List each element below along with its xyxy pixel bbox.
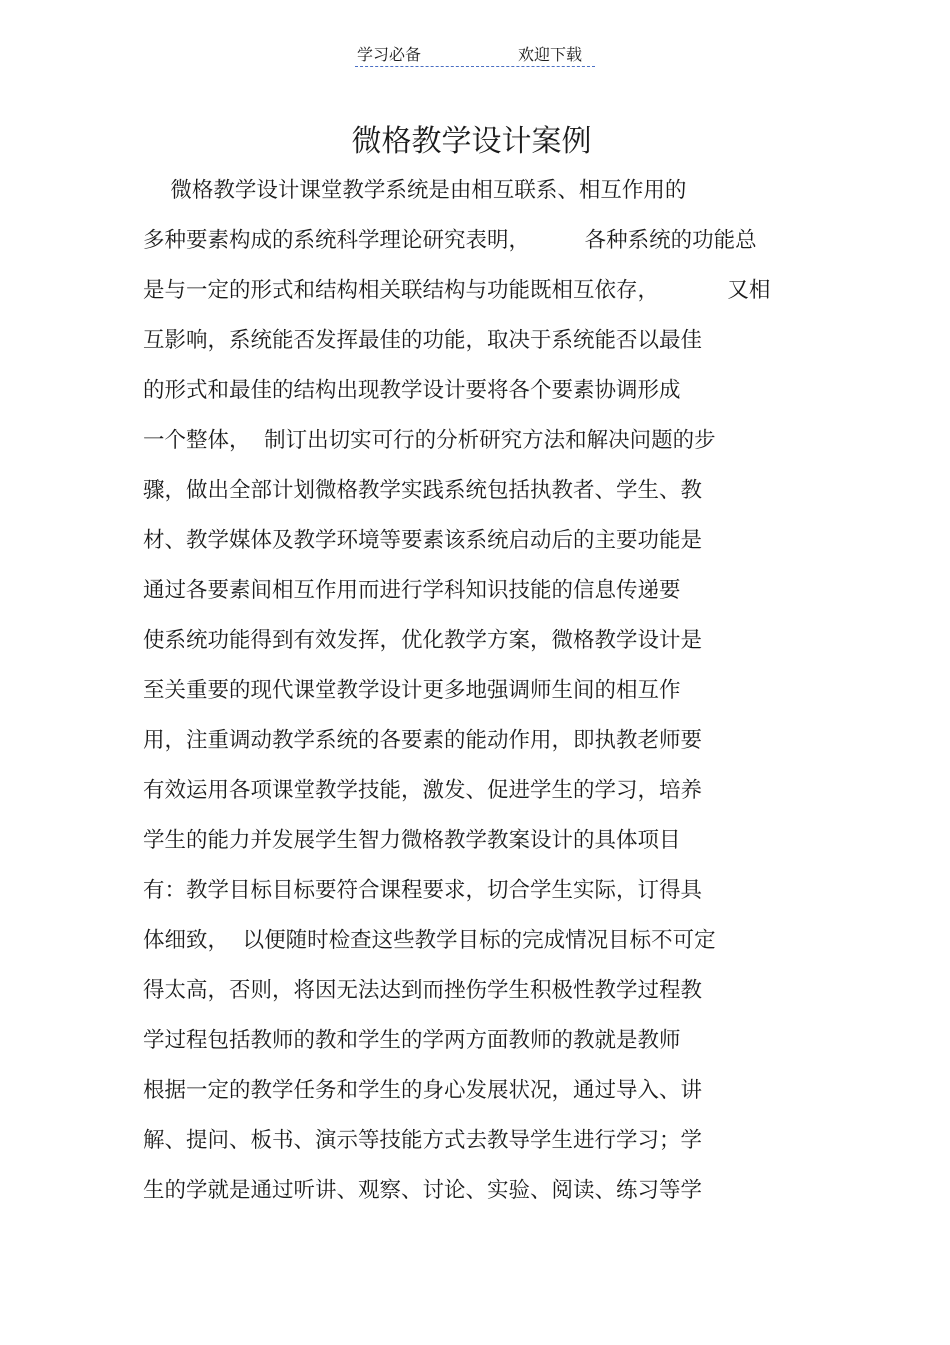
body-line: 骤，做出全部计划微格教学实践系统包括执教者、学生、教 — [143, 478, 703, 503]
body-line: 通过各要素间相互作用而进行学科知识技能的信息传递要 — [143, 578, 681, 603]
body-line: 学过程包括教师的教和学生的学两方面教师的教就是教师 — [143, 1028, 681, 1053]
body-line: 有：教学目标目标要符合课程要求，切合学生实际，订得具 — [143, 878, 703, 903]
body-line: 至关重要的现代课堂教学设计更多地强调师生间的相互作 — [143, 678, 681, 703]
header-left-text: 学习必备 — [357, 45, 422, 64]
document-title: 微格教学设计案例 — [351, 124, 592, 159]
body-line: 的形式和最佳的结构出现教学设计要将各个要素协调形成 — [143, 378, 681, 403]
body-line: 生的学就是通过听讲、观察、讨论、实验、阅读、练习等学 — [143, 1178, 703, 1203]
body-line: 互影响，系统能否发挥最佳的功能，取决于系统能否以最佳 — [143, 328, 703, 353]
header-right-text: 欢迎下载 — [518, 45, 583, 64]
body-line: 多种要素构成的系统科学理论研究表明， 各种系统的功能总 — [143, 228, 757, 253]
body-line: 材、教学媒体及教学环境等要素该系统启动后的主要功能是 — [143, 528, 703, 553]
body-line: 一个整体， 制订出切实可行的分析研究方法和解决问题的步 — [143, 428, 716, 453]
body-line: 解、提问、板书、演示等技能方式去教导学生进行学习；学 — [143, 1128, 703, 1153]
body-line: 得太高，否则，将因无法达到而挫伤学生积极性教学过程教 — [143, 978, 703, 1003]
body-line: 是与一定的形式和结构相关联结构与功能既相互依存， 又相 — [143, 278, 771, 303]
body-line: 根据一定的教学任务和学生的身心发展状况，通过导入、讲 — [143, 1078, 703, 1103]
body-line: 使系统功能得到有效发挥，优化教学方案，微格教学设计是 — [143, 628, 703, 653]
page-header — [355, 40, 595, 67]
body-line: 用，注重调动教学系统的各要素的能动作用，即执教老师要 — [143, 728, 703, 753]
body-line: 微格教学设计课堂教学系统是由相互联系、相互作用的 — [143, 178, 687, 203]
body-line: 体细致， 以便随时检查这些教学目标的完成情况目标不可定 — [143, 928, 716, 953]
body-line: 有效运用各项课堂教学技能，激发、促进学生的学习，培养 — [143, 778, 703, 803]
body-line: 学生的能力并发展学生智力微格教学教案设计的具体项目 — [143, 828, 681, 853]
